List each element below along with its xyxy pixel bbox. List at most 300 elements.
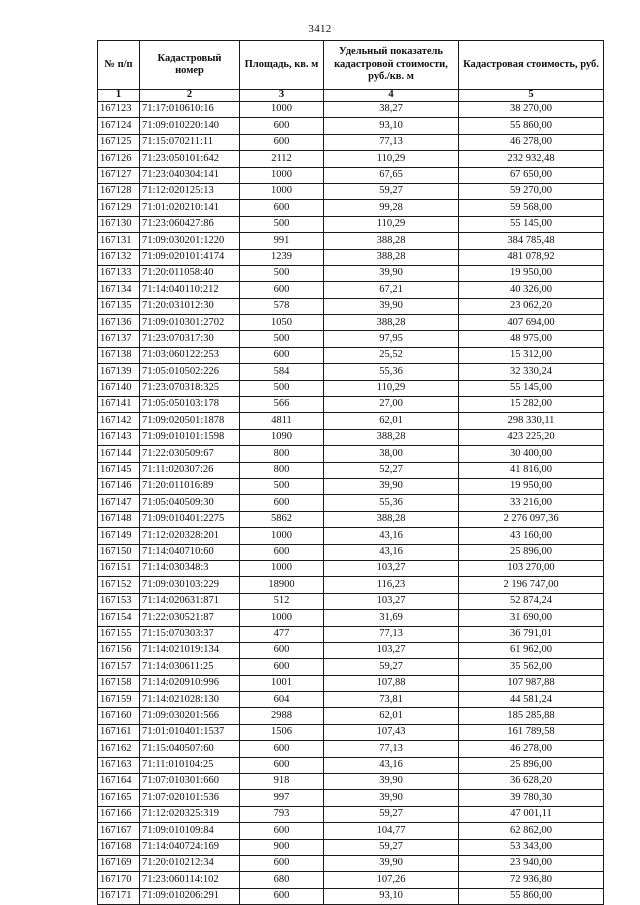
table-row [98,478,604,494]
cadastral-value-cell: 384 785,48 [459,233,604,249]
cadastral-number-cell: 71:12:020325:319 [140,806,240,822]
table-row [98,806,604,822]
area-cell: 1000 [240,102,324,118]
area-cell: 600 [240,495,324,511]
row-number-cell: 167158 [98,675,140,691]
cadastral-value-cell: 52 874,24 [459,593,604,609]
cadastral-number-cell: 71:09:010109:84 [140,823,240,839]
area-cell: 800 [240,446,324,462]
cadastral-number-cell: 71:14:030348:3 [140,560,240,576]
cadastral-value-cell: 103 270,00 [459,560,604,576]
area-cell: 1090 [240,429,324,445]
unit-value-cell: 116,23 [324,577,459,593]
table-row [98,102,604,118]
row-number-cell: 167171 [98,888,140,904]
unit-value-cell: 93,10 [324,118,459,134]
area-cell: 600 [240,757,324,773]
unit-value-cell: 59,27 [324,806,459,822]
row-number-cell: 167157 [98,659,140,675]
cadastral-number-cell: 71:07:020101:536 [140,790,240,806]
area-cell: 1000 [240,183,324,199]
header-row-number: № п/п [98,41,140,90]
table-row [98,397,604,413]
cadastral-value-cell: 59 270,00 [459,183,604,199]
column-number: 2 [140,90,240,102]
unit-value-cell: 55,36 [324,495,459,511]
cadastral-value-cell: 33 216,00 [459,495,604,511]
cadastral-value-table [97,40,604,905]
table-row [98,331,604,347]
area-cell: 1000 [240,560,324,576]
table-row [98,249,604,265]
row-number-cell: 167152 [98,577,140,593]
unit-value-cell: 388,28 [324,511,459,527]
row-number-cell: 167159 [98,692,140,708]
cadastral-value-cell: 62 862,00 [459,823,604,839]
cadastral-number-cell: 71:09:030103:229 [140,577,240,593]
table-row [98,167,604,183]
row-number-cell: 167170 [98,872,140,888]
row-number-cell: 167165 [98,790,140,806]
cadastral-number-cell: 71:14:040724:169 [140,839,240,855]
row-number-cell: 167123 [98,102,140,118]
row-number-cell: 167127 [98,167,140,183]
cadastral-value-cell: 23 062,20 [459,298,604,314]
cadastral-number-cell: 71:23:060114:102 [140,872,240,888]
header-row [98,41,604,90]
cadastral-number-cell: 71:14:021028:130 [140,692,240,708]
table-row [98,642,604,658]
cadastral-number-cell: 71:12:020328:201 [140,528,240,544]
cadastral-number-cell: 71:09:020101:4174 [140,249,240,265]
area-cell: 918 [240,774,324,790]
row-number-cell: 167130 [98,216,140,232]
cadastral-number-cell: 71:09:010101:1598 [140,429,240,445]
unit-value-cell: 43,16 [324,528,459,544]
unit-value-cell: 77,13 [324,626,459,642]
unit-value-cell: 39,90 [324,298,459,314]
cadastral-number-cell: 71:23:070317:30 [140,331,240,347]
column-number: 5 [459,90,604,102]
cadastral-value-cell: 36 791,01 [459,626,604,642]
area-cell: 600 [240,888,324,904]
area-cell: 1050 [240,315,324,331]
cadastral-value-cell: 15 282,00 [459,397,604,413]
page-number: 3412 [308,23,332,35]
unit-value-cell: 110,29 [324,216,459,232]
unit-value-cell: 388,28 [324,429,459,445]
row-number-cell: 167138 [98,347,140,363]
row-number-cell: 167145 [98,462,140,478]
cadastral-value-cell: 40 326,00 [459,282,604,298]
cadastral-number-cell: 71:20:011058:40 [140,265,240,281]
table-row [98,823,604,839]
row-number-cell: 167125 [98,134,140,150]
cadastral-number-cell: 71:11:020307:26 [140,462,240,478]
cadastral-number-cell: 71:14:020631:871 [140,593,240,609]
unit-value-cell: 39,90 [324,774,459,790]
area-cell: 680 [240,872,324,888]
row-number-cell: 167168 [98,839,140,855]
row-number-cell: 167128 [98,183,140,199]
cadastral-number-cell: 71:07:010301:660 [140,774,240,790]
unit-value-cell: 27,00 [324,397,459,413]
area-cell: 1000 [240,610,324,626]
cadastral-number-cell: 71:23:060427:86 [140,216,240,232]
unit-value-cell: 77,13 [324,741,459,757]
cadastral-value-cell: 19 950,00 [459,265,604,281]
cadastral-value-cell: 185 285,88 [459,708,604,724]
row-number-cell: 167162 [98,741,140,757]
unit-value-cell: 99,28 [324,200,459,216]
area-cell: 600 [240,134,324,150]
row-number-cell: 167144 [98,446,140,462]
area-cell: 1000 [240,167,324,183]
cadastral-value-cell: 48 975,00 [459,331,604,347]
row-number-cell: 167156 [98,642,140,658]
cadastral-value-cell: 2 196 747,00 [459,577,604,593]
table-row [98,855,604,871]
row-number-cell: 167146 [98,478,140,494]
unit-value-cell: 107,43 [324,724,459,740]
area-cell: 5862 [240,511,324,527]
cadastral-value-cell: 53 343,00 [459,839,604,855]
unit-value-cell: 104,77 [324,823,459,839]
cadastral-number-cell: 71:14:021019:134 [140,642,240,658]
cadastral-value-cell: 32 330,24 [459,364,604,380]
cadastral-number-cell: 71:22:030521:87 [140,610,240,626]
row-number-cell: 167140 [98,380,140,396]
unit-value-cell: 110,29 [324,380,459,396]
cadastral-number-cell: 71:09:010206:291 [140,888,240,904]
cadastral-value-cell: 423 225,20 [459,429,604,445]
cadastral-value-cell: 44 581,24 [459,692,604,708]
cadastral-number-cell: 71:01:010401:1537 [140,724,240,740]
cadastral-value-cell: 46 278,00 [459,134,604,150]
table-row [98,511,604,527]
row-number-cell: 167150 [98,544,140,560]
row-number-cell: 167149 [98,528,140,544]
area-cell: 500 [240,380,324,396]
cadastral-number-cell: 71:09:020501:1878 [140,413,240,429]
cadastral-value-cell: 72 936,80 [459,872,604,888]
area-cell: 800 [240,462,324,478]
area-cell: 600 [240,544,324,560]
cadastral-value-cell: 55 145,00 [459,380,604,396]
cadastral-value-cell: 161 789,58 [459,724,604,740]
unit-value-cell: 103,27 [324,560,459,576]
table-row [98,298,604,314]
cadastral-value-cell: 61 962,00 [459,642,604,658]
row-number-cell: 167164 [98,774,140,790]
row-number-cell: 167148 [98,511,140,527]
area-cell: 566 [240,397,324,413]
area-cell: 512 [240,593,324,609]
row-number-cell: 167163 [98,757,140,773]
row-number-cell: 167131 [98,233,140,249]
cadastral-number-cell: 71:23:050101:642 [140,151,240,167]
unit-value-cell: 39,90 [324,478,459,494]
cadastral-number-cell: 71:01:020210:141 [140,200,240,216]
area-cell: 600 [240,282,324,298]
table-row [98,462,604,478]
table-row [98,708,604,724]
area-cell: 600 [240,642,324,658]
area-cell: 604 [240,692,324,708]
row-number-cell: 167134 [98,282,140,298]
table-row [98,577,604,593]
row-number-cell: 167155 [98,626,140,642]
cadastral-value-cell: 55 860,00 [459,888,604,904]
table-row [98,446,604,462]
table-row [98,626,604,642]
cadastral-number-cell: 71:15:070303:37 [140,626,240,642]
area-cell: 2988 [240,708,324,724]
cadastral-value-cell: 31 690,00 [459,610,604,626]
column-number: 4 [324,90,459,102]
cadastral-value-cell: 39 780,30 [459,790,604,806]
area-cell: 997 [240,790,324,806]
area-cell: 500 [240,331,324,347]
row-number-cell: 167129 [98,200,140,216]
area-cell: 1506 [240,724,324,740]
cadastral-number-cell: 71:15:070211:11 [140,134,240,150]
column-number-row [98,90,604,102]
row-number-cell: 167151 [98,560,140,576]
row-number-cell: 167132 [98,249,140,265]
unit-value-cell: 67,65 [324,167,459,183]
cadastral-number-cell: 71:23:040304:141 [140,167,240,183]
table-row [98,282,604,298]
area-cell: 600 [240,659,324,675]
cadastral-value-cell: 19 950,00 [459,478,604,494]
area-cell: 4811 [240,413,324,429]
table-row [98,380,604,396]
area-cell: 500 [240,478,324,494]
row-number-cell: 167124 [98,118,140,134]
header-area: Площадь, кв. м [240,41,324,90]
table-row [98,134,604,150]
unit-value-cell: 388,28 [324,249,459,265]
area-cell: 2112 [240,151,324,167]
cadastral-value-cell: 232 932,48 [459,151,604,167]
cadastral-value-cell: 2 276 097,36 [459,511,604,527]
unit-value-cell: 77,13 [324,134,459,150]
table-row [98,216,604,232]
header-unit-value: Удельный показатель кадастровой стоимости, руб./кв. м [324,41,459,90]
unit-value-cell: 388,28 [324,233,459,249]
area-cell: 600 [240,118,324,134]
area-cell: 578 [240,298,324,314]
cadastral-number-cell: 71:20:031012:30 [140,298,240,314]
table-row [98,265,604,281]
unit-value-cell: 103,27 [324,593,459,609]
unit-value-cell: 25,52 [324,347,459,363]
table-row [98,692,604,708]
row-number-cell: 167135 [98,298,140,314]
area-cell: 18900 [240,577,324,593]
unit-value-cell: 62,01 [324,413,459,429]
unit-value-cell: 62,01 [324,708,459,724]
row-number-cell: 167142 [98,413,140,429]
cadastral-value-cell: 15 312,00 [459,347,604,363]
table-row [98,429,604,445]
table-row [98,347,604,363]
cadastral-number-cell: 71:09:010301:2702 [140,315,240,331]
cadastral-number-cell: 71:12:020125:13 [140,183,240,199]
area-cell: 600 [240,200,324,216]
cadastral-value-cell: 481 078,92 [459,249,604,265]
cadastral-value-cell: 43 160,00 [459,528,604,544]
row-number-cell: 167147 [98,495,140,511]
area-cell: 584 [240,364,324,380]
unit-value-cell: 39,90 [324,855,459,871]
unit-value-cell: 39,90 [324,790,459,806]
row-number-cell: 167153 [98,593,140,609]
cadastral-value-cell: 30 400,00 [459,446,604,462]
unit-value-cell: 31,69 [324,610,459,626]
cadastral-value-cell: 55 860,00 [459,118,604,134]
table-row [98,413,604,429]
cadastral-value-cell: 41 816,00 [459,462,604,478]
area-cell: 500 [240,265,324,281]
cadastral-value-cell: 59 568,00 [459,200,604,216]
cadastral-value-cell: 407 694,00 [459,315,604,331]
cadastral-number-cell: 71:05:050103:178 [140,397,240,413]
unit-value-cell: 43,16 [324,544,459,560]
cadastral-value-cell: 25 896,00 [459,757,604,773]
table-row [98,528,604,544]
table-row [98,544,604,560]
header-cadastral-value: Кадастровая стоимость, руб. [459,41,604,90]
cadastral-number-cell: 71:14:020910:996 [140,675,240,691]
area-cell: 600 [240,823,324,839]
unit-value-cell: 107,88 [324,675,459,691]
table-row [98,200,604,216]
row-number-cell: 167160 [98,708,140,724]
unit-value-cell: 93,10 [324,888,459,904]
unit-value-cell: 107,26 [324,872,459,888]
cadastral-value-cell: 23 940,00 [459,855,604,871]
table-row [98,724,604,740]
unit-value-cell: 388,28 [324,315,459,331]
cadastral-number-cell: 71:09:010220:140 [140,118,240,134]
area-cell: 1239 [240,249,324,265]
cadastral-number-cell: 71:14:040710:60 [140,544,240,560]
unit-value-cell: 110,29 [324,151,459,167]
cadastral-value-cell: 36 628,20 [459,774,604,790]
unit-value-cell: 73,81 [324,692,459,708]
table-row [98,118,604,134]
area-cell: 600 [240,741,324,757]
unit-value-cell: 59,27 [324,183,459,199]
cadastral-number-cell: 71:03:060122:253 [140,347,240,363]
row-number-cell: 167161 [98,724,140,740]
cadastral-number-cell: 71:20:011016:89 [140,478,240,494]
cadastral-number-cell: 71:15:040507:60 [140,741,240,757]
cadastral-number-cell: 71:09:030201:1220 [140,233,240,249]
cadastral-value-cell: 25 896,00 [459,544,604,560]
unit-value-cell: 43,16 [324,757,459,773]
cadastral-number-cell: 71:20:010212:34 [140,855,240,871]
area-cell: 991 [240,233,324,249]
table-row [98,610,604,626]
cadastral-number-cell: 71:23:070318:325 [140,380,240,396]
row-number-cell: 167154 [98,610,140,626]
unit-value-cell: 38,27 [324,102,459,118]
area-cell: 600 [240,347,324,363]
cadastral-number-cell: 71:22:030509:67 [140,446,240,462]
unit-value-cell: 39,90 [324,265,459,281]
cadastral-value-cell: 107 987,88 [459,675,604,691]
cadastral-value-cell: 46 278,00 [459,741,604,757]
unit-value-cell: 97,95 [324,331,459,347]
table-row [98,151,604,167]
unit-value-cell: 38,00 [324,446,459,462]
row-number-cell: 167136 [98,315,140,331]
unit-value-cell: 55,36 [324,364,459,380]
area-cell: 477 [240,626,324,642]
row-number-cell: 167143 [98,429,140,445]
table-row [98,593,604,609]
row-number-cell: 167166 [98,806,140,822]
area-cell: 1000 [240,528,324,544]
table-row [98,233,604,249]
area-cell: 793 [240,806,324,822]
cadastral-number-cell: 71:14:030611:25 [140,659,240,675]
table-row [98,790,604,806]
unit-value-cell: 59,27 [324,659,459,675]
row-number-cell: 167137 [98,331,140,347]
table-body [98,102,604,905]
unit-value-cell: 52,27 [324,462,459,478]
unit-value-cell: 67,21 [324,282,459,298]
row-number-cell: 167167 [98,823,140,839]
column-number: 1 [98,90,140,102]
cadastral-number-cell: 71:11:010104:25 [140,757,240,773]
table-row [98,774,604,790]
unit-value-cell: 59,27 [324,839,459,855]
header-cadastral-number: Кадастровый номер [140,41,240,90]
table-row [98,364,604,380]
area-cell: 600 [240,855,324,871]
table-row [98,757,604,773]
cadastral-value-cell: 47 001,11 [459,806,604,822]
table-row [98,659,604,675]
column-number: 3 [240,90,324,102]
cadastral-number-cell: 71:17:010610:16 [140,102,240,118]
area-cell: 500 [240,216,324,232]
row-number-cell: 167133 [98,265,140,281]
cadastral-value-cell: 35 562,00 [459,659,604,675]
table-row [98,183,604,199]
cadastral-number-cell: 71:09:010401:2275 [140,511,240,527]
table-row [98,872,604,888]
row-number-cell: 167169 [98,855,140,871]
unit-value-cell: 103,27 [324,642,459,658]
row-number-cell: 167126 [98,151,140,167]
area-cell: 1001 [240,675,324,691]
table-row [98,741,604,757]
table-row [98,839,604,855]
table-row [98,315,604,331]
cadastral-value-cell: 38 270,00 [459,102,604,118]
table-row [98,888,604,904]
area-cell: 900 [240,839,324,855]
cadastral-value-cell: 55 145,00 [459,216,604,232]
table-row [98,560,604,576]
table-row [98,675,604,691]
